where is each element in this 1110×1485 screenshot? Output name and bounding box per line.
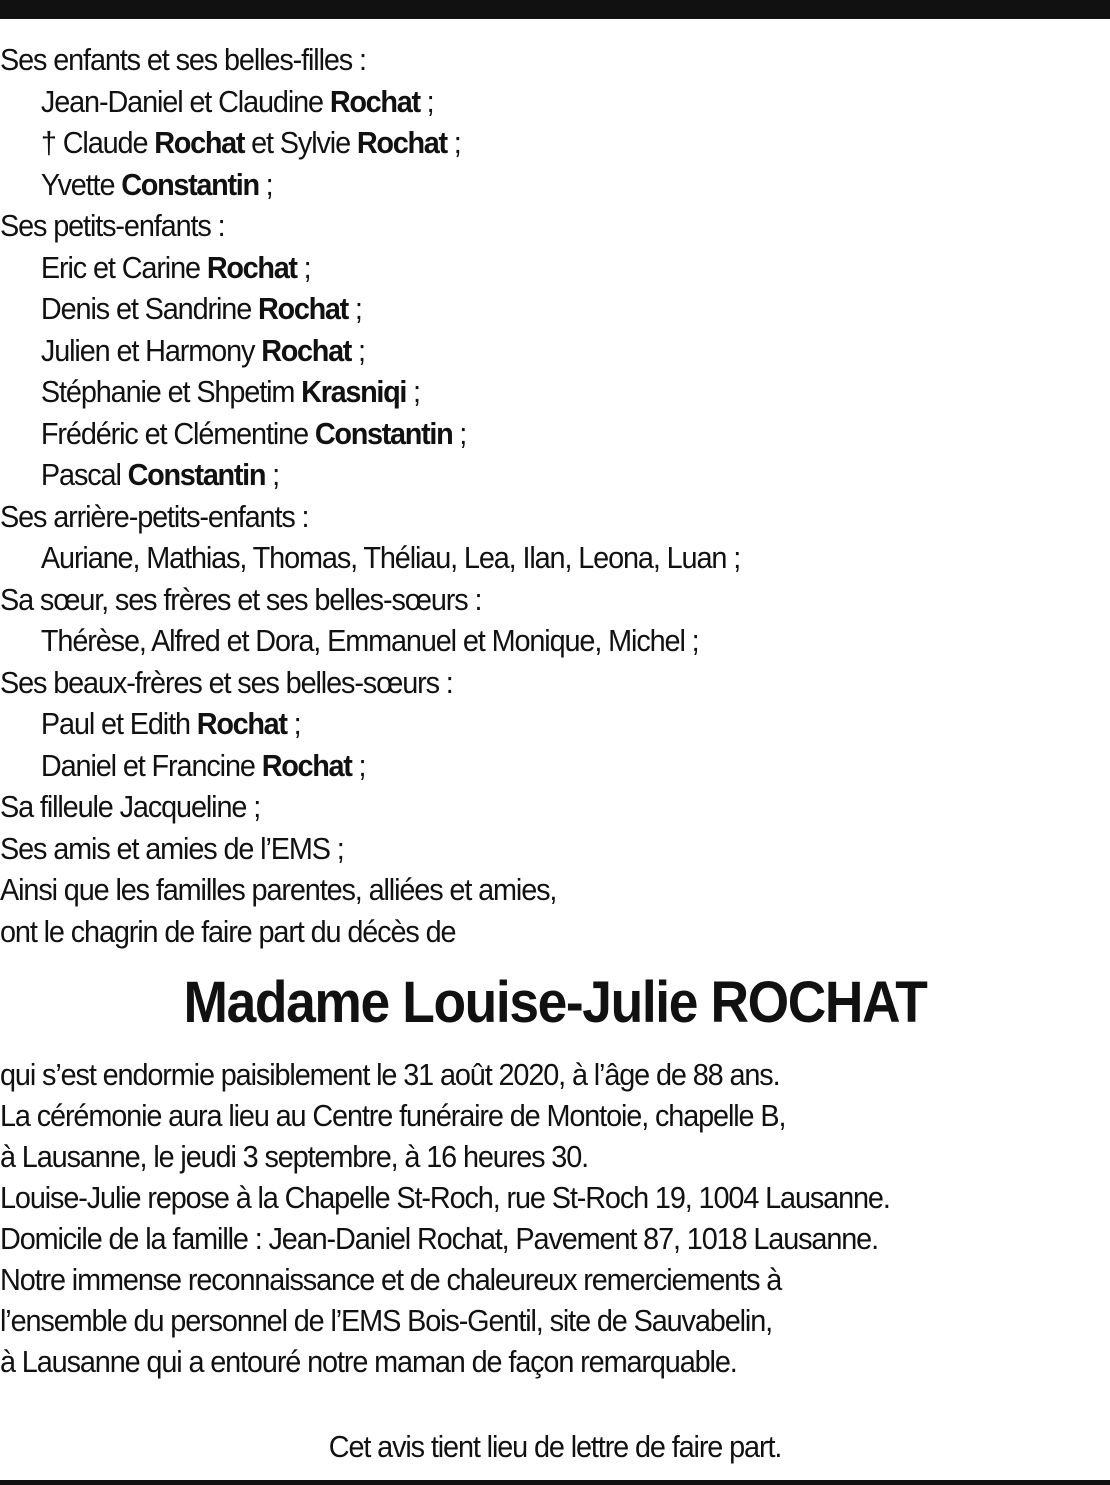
family-member-line (0, 620, 1032, 662)
line-text: Sa sœur, ses frères et ses belles-sœurs : (0, 581, 482, 617)
line-text: Ses amis et amies de l’EMS ; (0, 830, 344, 866)
family-member-line (0, 330, 1032, 372)
family-member-line (0, 703, 1032, 745)
line-text: Frédéric et Clémentine (40, 415, 315, 451)
surname: Rochat (356, 125, 447, 160)
line-text: Auriane, Mathias, Thomas, Théliau, Lea, Ilan, Leona, Luan ; (40, 540, 741, 575)
line-text: Pascal (40, 457, 128, 492)
line-text: ; (452, 415, 467, 451)
surname: Constantin (314, 415, 453, 451)
family-group-heading (0, 205, 1032, 247)
line-text: Ses enfants et ses belles-filles : (0, 42, 366, 77)
surname: Rochat (258, 291, 348, 326)
line-text: Daniel et Francine (40, 747, 262, 783)
detail-line: Notre immense reconnaissance et de chaleureux remerciements à (0, 1262, 782, 1297)
surname: Constantin (127, 457, 266, 492)
line-text: Eric et Carine (40, 249, 207, 285)
family-member-line (0, 745, 1032, 787)
detail-line: Louise-Julie repose à la Chapelle St-Roch, rue St-Roch 19, 1004 Lausanne. (0, 1180, 890, 1215)
family-group-heading (0, 662, 1032, 704)
line-text: Stéphanie et Shpetim (40, 374, 302, 409)
family-group-heading (0, 911, 1032, 953)
detail-line: à Lausanne, le jeudi 3 septembre, à 16 heures 30. (0, 1139, 589, 1174)
family-group-heading (0, 828, 1032, 870)
surname: Rochat (196, 706, 287, 741)
surname: Rochat (206, 249, 297, 285)
bottom-border-rule (0, 1480, 1110, 1485)
family-member-line (0, 413, 1032, 455)
family-member-line (0, 122, 1032, 164)
top-border-rule (0, 0, 1110, 19)
family-group-heading (0, 496, 1032, 538)
family-group-heading (0, 786, 1032, 828)
surname: Rochat (154, 125, 245, 160)
family-member-line (0, 537, 1032, 579)
closing-note: Cet avis tient lieu de lettre de faire part. (328, 1429, 782, 1464)
line-text: Thérèse, Alfred et Dora, Emmanuel et Monique, Michel ; (40, 623, 699, 658)
ceremony-details (0, 1054, 1110, 1382)
surname: Krasniqi (301, 374, 407, 409)
surname: Constantin (121, 166, 259, 202)
family-member-line (0, 81, 1032, 123)
detail-line: à Lausanne qui a entouré notre maman de façon remarquable. (0, 1344, 737, 1379)
line-text: ; (446, 125, 461, 160)
detail-line: La cérémonie aura lieu au Centre funéraire de Montoie, chapelle B, (0, 1098, 786, 1133)
line-text: ; (265, 457, 279, 492)
family-members-list (0, 39, 1110, 952)
line-text: Paul et Edith (40, 706, 197, 741)
family-group-heading (0, 39, 1032, 81)
line-text: ; (286, 706, 301, 741)
line-text: ont le chagrin de faire part du décès de (0, 913, 456, 949)
family-member-line (0, 454, 1032, 496)
line-text: ; (351, 747, 366, 783)
line-text: ; (406, 374, 420, 409)
family-member-line (0, 247, 1032, 289)
deceased-name: Madame Louise-Julie ROCHAT (183, 970, 927, 1035)
line-text: ; (258, 166, 273, 202)
line-text: Jean-Daniel et Claudine (40, 83, 330, 119)
line-text: ; (419, 83, 434, 119)
detail-line: Domicile de la famille : Jean-Daniel Rochat, Pavement 87, 1018 Lausanne. (0, 1221, 878, 1256)
surname: Rochat (261, 332, 352, 368)
detail-line: l’ensemble du personnel de l’EMS Bois-Gentil, site de Sauvabelin, (0, 1303, 773, 1338)
surname: Rochat (329, 83, 420, 119)
line-text: Julien et Harmony (40, 332, 262, 368)
family-member-line (0, 288, 1032, 330)
line-text: ; (351, 332, 365, 368)
family-group-heading (0, 579, 1032, 621)
line-text: Ainsi que les familles parentes, alliées et amies, (0, 872, 557, 907)
family-group-heading (0, 869, 1032, 911)
line-text: Yvette (40, 166, 122, 202)
surname: Rochat (261, 747, 352, 783)
line-text: Ses arrière-petits-enfants : (0, 498, 309, 534)
line-text: ; (347, 291, 362, 326)
line-text: Ses petits-enfants : (0, 208, 225, 243)
line-text: Ses beaux-frères et ses belles-sœurs : (0, 664, 453, 700)
family-member-line (0, 371, 1032, 413)
line-text: † Claude (40, 125, 155, 160)
line-text: Denis et Sandrine (40, 291, 259, 326)
family-member-line (0, 164, 1032, 206)
line-text: ; (296, 249, 311, 285)
detail-line: qui s’est endormie paisiblement le 31 août 2020, à l’âge de 88 ans. (0, 1057, 780, 1092)
line-text: Sa filleule Jacqueline ; (0, 789, 261, 824)
line-text: et Sylvie (244, 125, 357, 160)
